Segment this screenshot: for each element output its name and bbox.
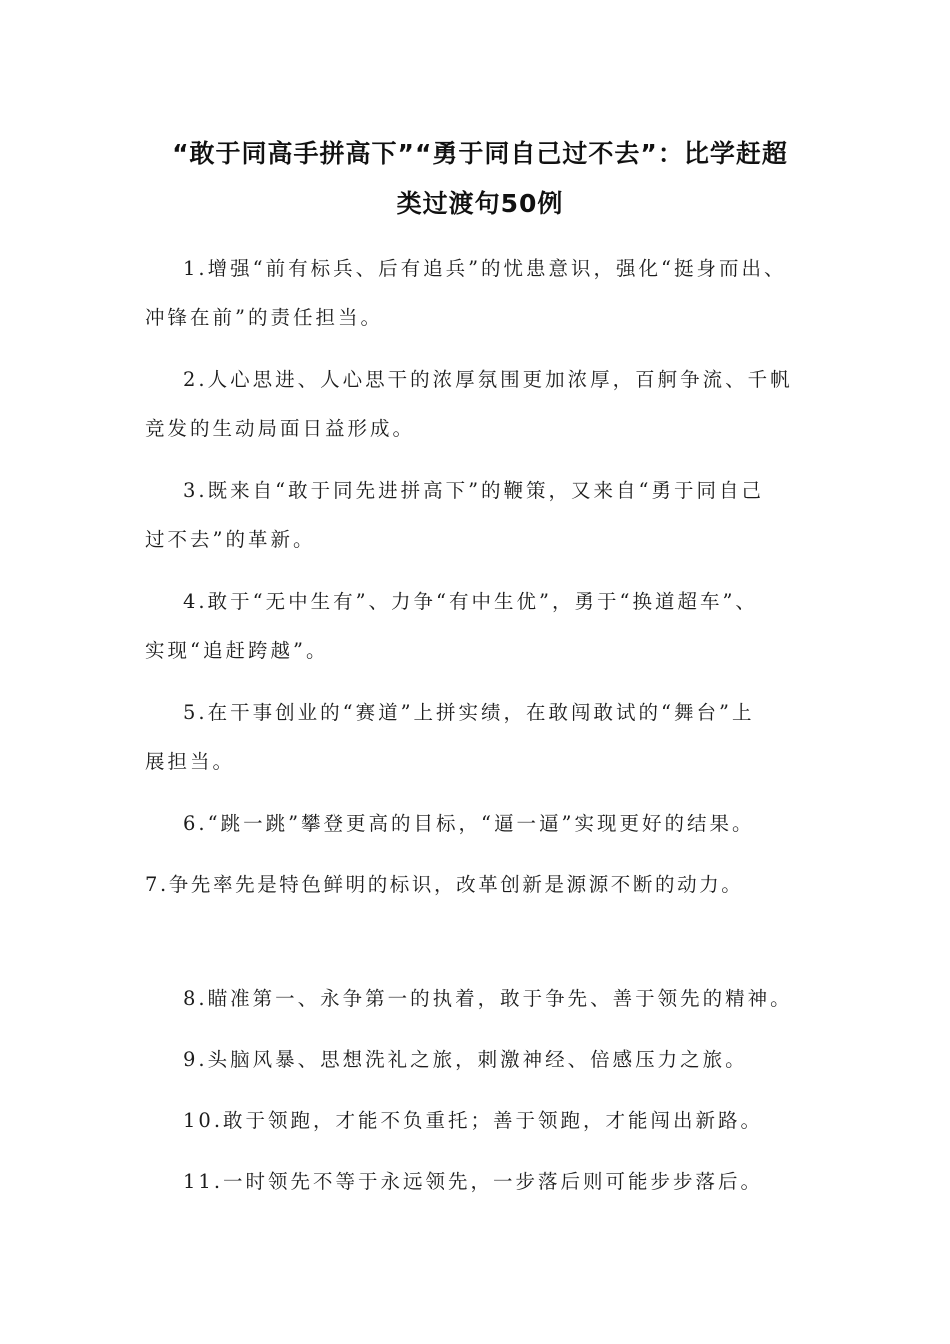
item-4-line-2: 实现“追赶跨越”。 xyxy=(145,639,329,662)
item-9: 9.头脑风暴、思想洗礼之旅，刺激神经、倍感压力之旅。 xyxy=(183,1048,748,1071)
item-2-line-2: 竞发的生动局面日益形成。 xyxy=(145,417,416,440)
item-3-line-1: 3.既来自“敢于同先进拼高下”的鞭策，又来自“勇于同自己 xyxy=(183,479,765,502)
item-5-line-1: 5.在干事创业的“赛道”上拼实绩，在敢闯敢试的“舞台”上 xyxy=(183,701,755,724)
item-2-line-1: 2.人心思进、人心思干的浓厚氛围更加浓厚，百舸争流、千帆 xyxy=(183,368,793,391)
item-1-line-1: 1.增强“前有标兵、后有追兵”的忧患意识，强化“挺身而出、 xyxy=(183,257,787,280)
item-7: 7.争先率先是特色鲜明的标识，改革创新是源源不断的动力。 xyxy=(145,873,744,896)
item-3-line-2: 过不去”的革新。 xyxy=(145,528,316,551)
item-5-line-2: 展担当。 xyxy=(145,750,236,773)
document-title-line-1: “敢于同高手拼高下”“勇于同自己过不去”：比学赶超 xyxy=(172,139,788,168)
item-10: 10.敢于领跑，才能不负重托；善于领跑，才能闯出新路。 xyxy=(183,1109,764,1132)
item-1-line-2: 冲锋在前”的责任担当。 xyxy=(145,306,383,329)
document-title-line-2: 类过渡句50例 xyxy=(396,189,564,218)
item-4-line-1: 4.敢于“无中生有”、力争“有中生优”，勇于“换道超车”、 xyxy=(183,590,758,613)
item-6: 6.“跳一跳”攀登更高的目标，“逼一逼”实现更好的结果。 xyxy=(183,812,755,835)
item-8: 8.瞄准第一、永争第一的执着，敢于争先、善于领先的精神。 xyxy=(183,987,793,1010)
item-11: 11.一时领先不等于永远领先，一步落后则可能步步落后。 xyxy=(183,1170,764,1193)
